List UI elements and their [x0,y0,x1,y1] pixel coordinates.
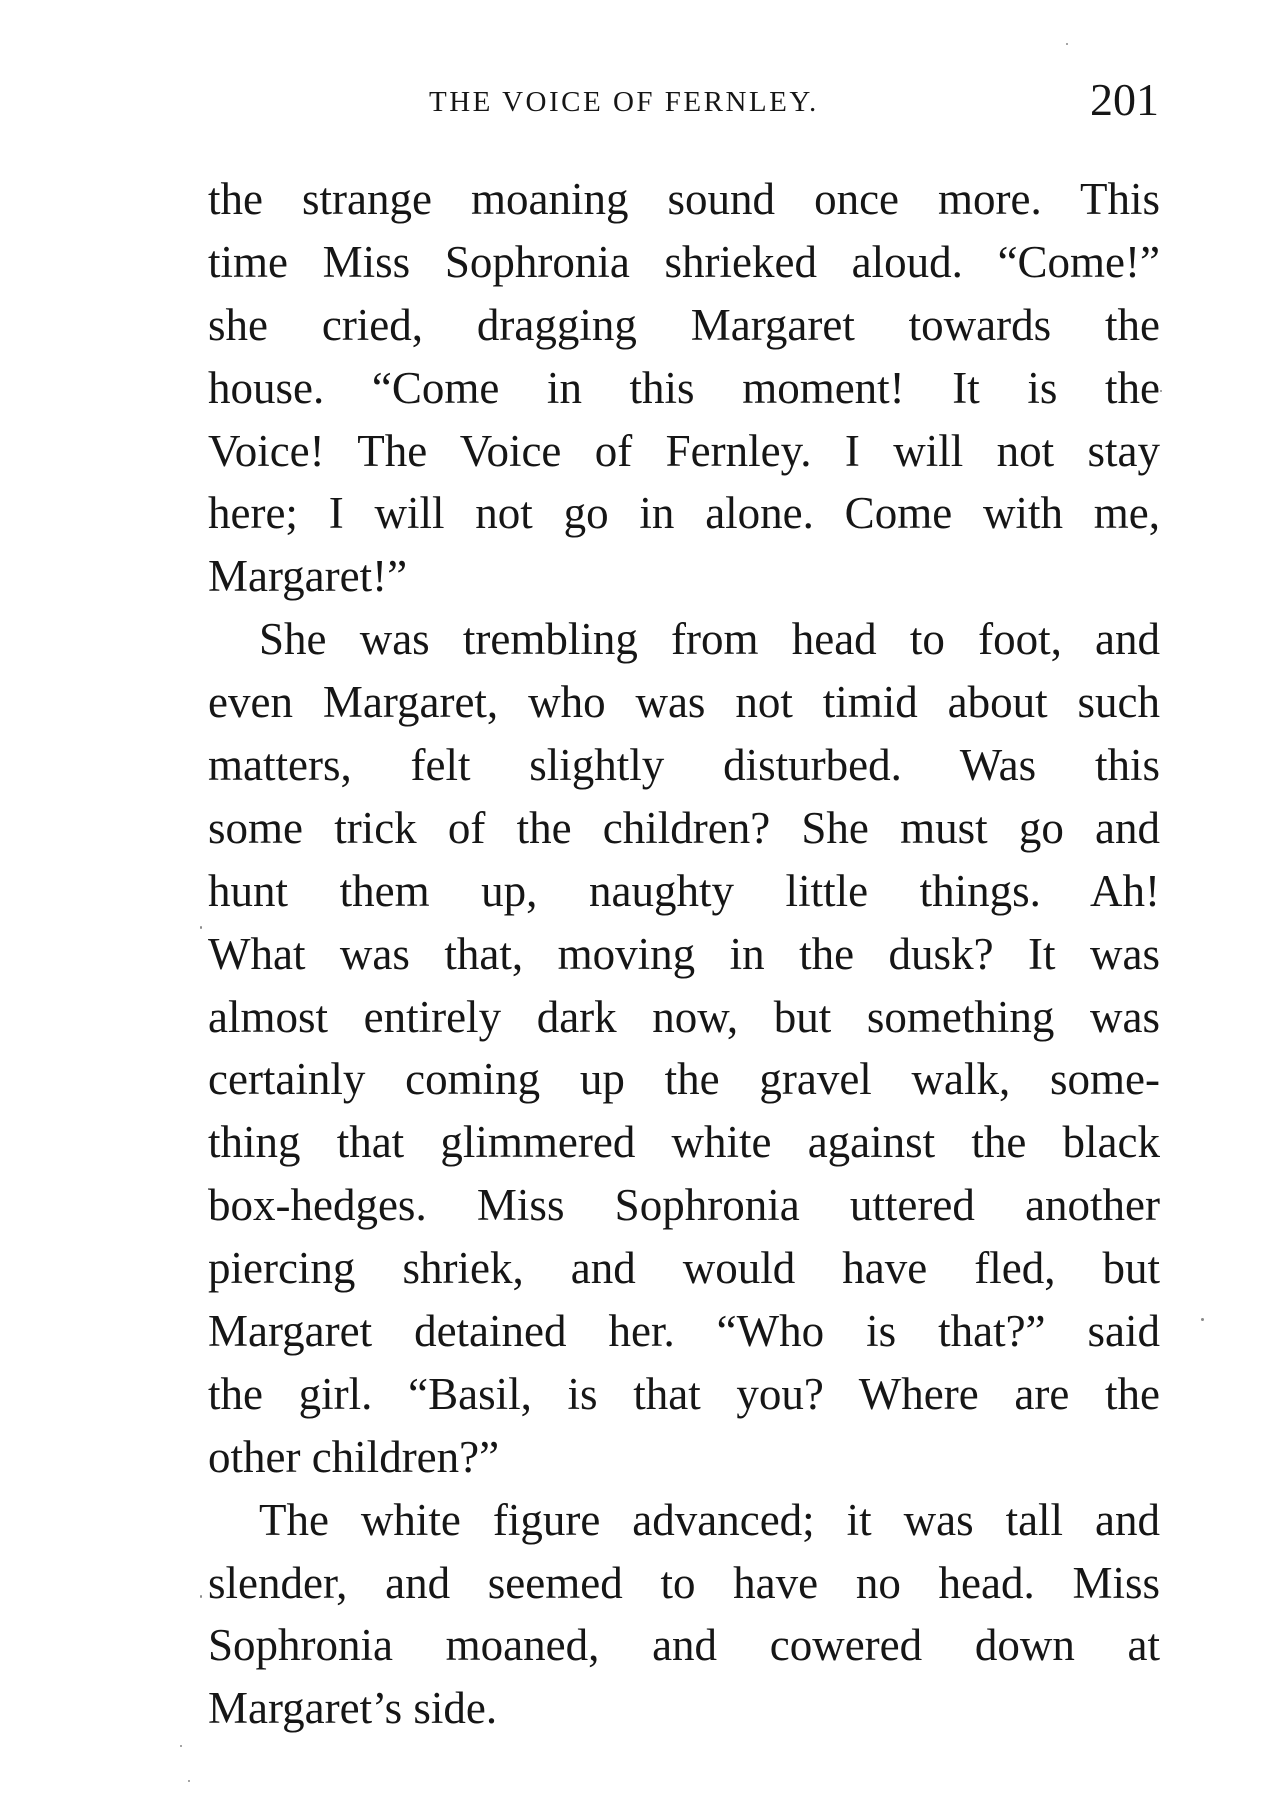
text-line: Margaret!” [208,551,408,602]
text-line: slender, and seemed to have no head. Miss [208,1557,1160,1608]
text-line: almost entirely dark now, but something was [208,991,1160,1042]
text-line: She was trembling from head to foot, and [259,614,1160,665]
text-line: the girl. “Basil, is that you? Where are the [208,1368,1160,1419]
page-number: 201 [1090,74,1159,125]
text-line: matters, felt slightly disturbed. Was this [208,740,1160,791]
paper-speck [180,1745,182,1747]
text-line: house. “Come in this moment! It is the [208,362,1160,413]
text-line: box-hedges. Miss Sophronia uttered another [208,1180,1160,1231]
text-line: she cried, dragging Margaret towards the [208,299,1160,350]
text-line: Sophronia moaned, and cowered down at [208,1620,1160,1671]
paper-speck [188,1780,190,1782]
text-line: here; I will not go in alone. Come with me, [208,488,1160,539]
text-line: Voice! The Voice of Fernley. I will not stay [208,425,1160,476]
paper-speck [1160,390,1162,392]
running-title: THE VOICE OF FERNLEY. [429,86,819,118]
text-line: thing that glimmered white against the black [208,1117,1160,1168]
text-line: time Miss Sophronia shrieked aloud. “Come!” [208,236,1160,287]
text-line: hunt them up, naughty little things. Ah! [208,865,1160,916]
body-text [208,168,1160,1740]
paper-speck [1201,1318,1204,1321]
paper-speck [200,1595,202,1598]
text-line: other children?” [208,1431,500,1482]
text-line: some trick of the children? She must go and [208,802,1160,853]
text-line: The white figure advanced; it was tall and [259,1494,1160,1545]
paper-speck [1066,43,1068,45]
text-line: the strange moaning sound once more. This [208,174,1160,224]
text-line: Margaret’s side. [208,1683,498,1734]
text-line: certainly coming up the gravel walk, some- [208,1054,1160,1105]
paper-speck [200,926,202,929]
text-line: piercing shriek, and would have fled, but [208,1243,1160,1294]
text-line: even Margaret, who was not timid about such [208,677,1160,728]
text-line: What was that, moving in the dusk? It was [208,928,1160,979]
text-line: Margaret detained her. “Who is that?” said [208,1306,1160,1357]
